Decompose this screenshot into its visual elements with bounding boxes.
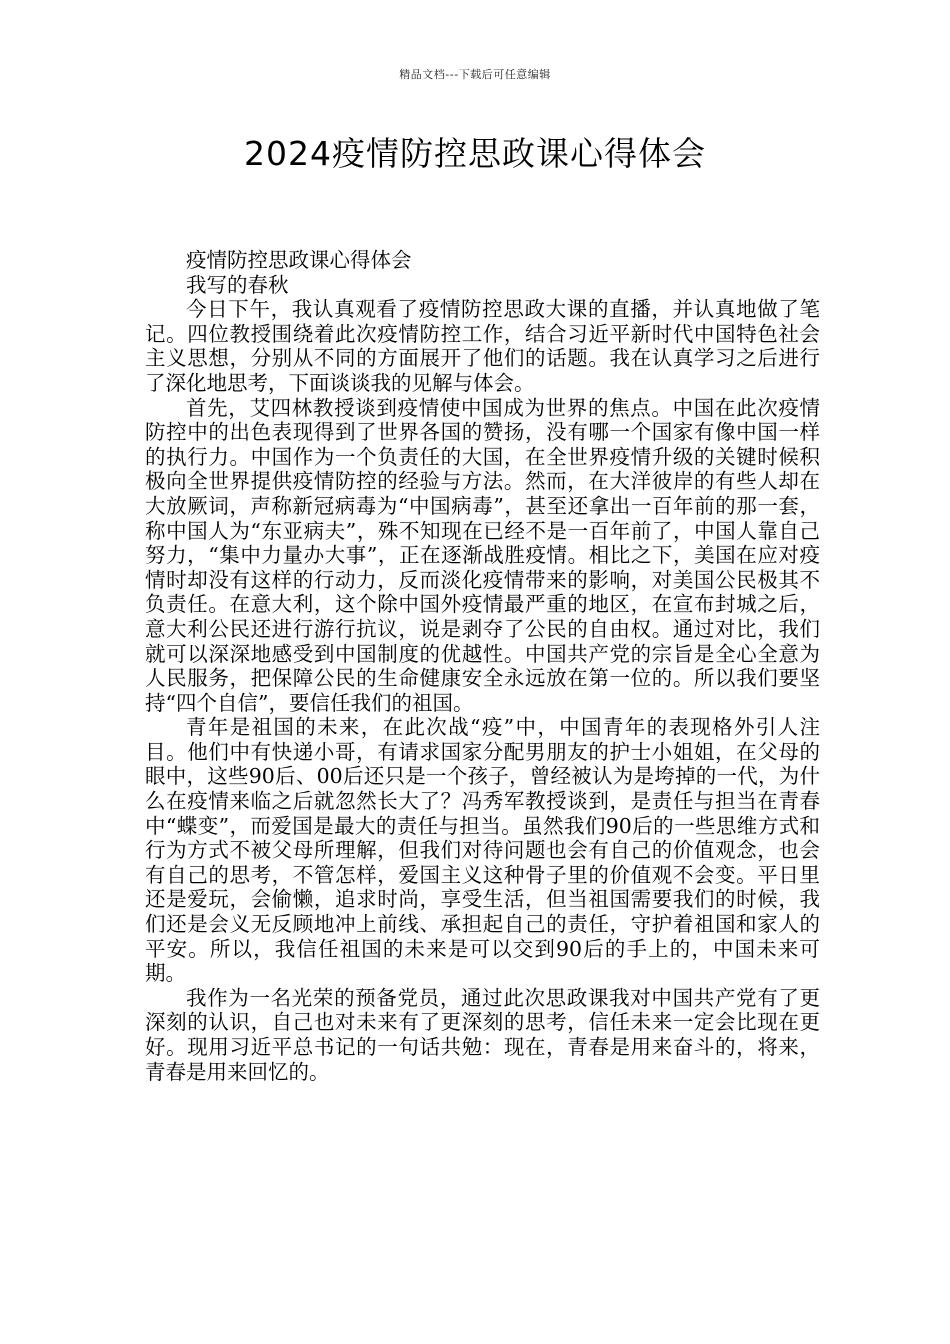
- document-body: [145, 248, 820, 1084]
- body-paragraph: 今日下午，我认真观看了疫情防控思政大课的直播，并认真地做了笔记。四位教授围绕着此次疫情防控工作，结合习近平新时代中国特色社会主义思想，分别从不同的方面展开了他们的话题。我在认真学习之后进行了深化地思考，下面谈谈我的见解与体会。: [145, 297, 820, 395]
- document-title: 2024疫情防控思政课心得体会: [244, 134, 706, 173]
- body-paragraph: 首先，艾四林教授谈到疫情使中国成为世界的焦点。中国在此次疫情防控中的出色表现得到了世界各国的赞扬，没有哪一个国家有像中国一样的执行力。中国作为一个负责任的大国，在全世界疫情升级的关键时候积极向全世界提供疫情防控的经验与方法。然而，在大洋彼岸的有些人却在大放厥词，声称新冠病毒为“中国病毒”，甚至还拿出一百年前的那一套，称中国人为“东亚病夫”，殊不知现在已经不是一百年前了，中国人靠自己努力，“集中力量办大事”，正在逐渐战胜疫情。相比之下，美国在应对疫情时却没有这样的行动力，反而淡化疫情带来的影响，对美国公民极其不负责任。在意大利，这个除中国外疫情最严重的地区，在宣布封城之后，意大利公民还进行游行抗议，说是剥夺了公民的自由权。通过对比，我们就可以深深地感受到中国制度的优越性。中国共产党的宗旨是全心全意为人民服务，把保障公民的生命健康安全永远放在第一位的。所以我们要坚持“四个自信”，要信任我们的祖国。: [145, 395, 820, 715]
- header-note: 精品文档---下载后可任意编辑: [399, 68, 551, 81]
- body-subtitle: 疫情防控思政课心得体会: [186, 248, 412, 272]
- body-paragraph: 青年是祖国的未来，在此次战“疫”中，中国青年的表现格外引人注目。他们中有快递小哥，有请求国家分配男朋友的护士小姐姐，在父母的眼中，这些90后、00后还只是一个孩子，曾经被认为是垮掉的一代，为什么在疫情来临之后就忽然长大了？冯秀军教授谈到，是责任与担当在青春中“蝶变”，而爱国是最大的责任与担当。虽然我们90后的一些思维方式和行为方式不被父母所理解，但我们对待问题也会有自己的价值观念，也会有自己的思考，不管怎样，爱国主义这种骨子里的价值观不会变。平日里还是爱玩，会偷懒，追求时尚，享受生活，但当祖国需要我们的时候，我们还是会义无反顾地冲上前线、承担起自己的责任，守护着祖国和家人的平安。所以，我信任祖国的未来是可以交到90后的手上的，中国未来可期。: [145, 715, 820, 986]
- body-paragraph: 我作为一名光荣的预备党员，通过此次思政课我对中国共产党有了更深刻的认识，自己也对未来有了更深刻的思考，信任未来一定会比现在更好。现用习近平总书记的一句话共勉：现在，青春是用来奋斗的，将来，青春是用来回忆的。: [145, 985, 820, 1084]
- body-author: 我写的春秋: [186, 272, 289, 297]
